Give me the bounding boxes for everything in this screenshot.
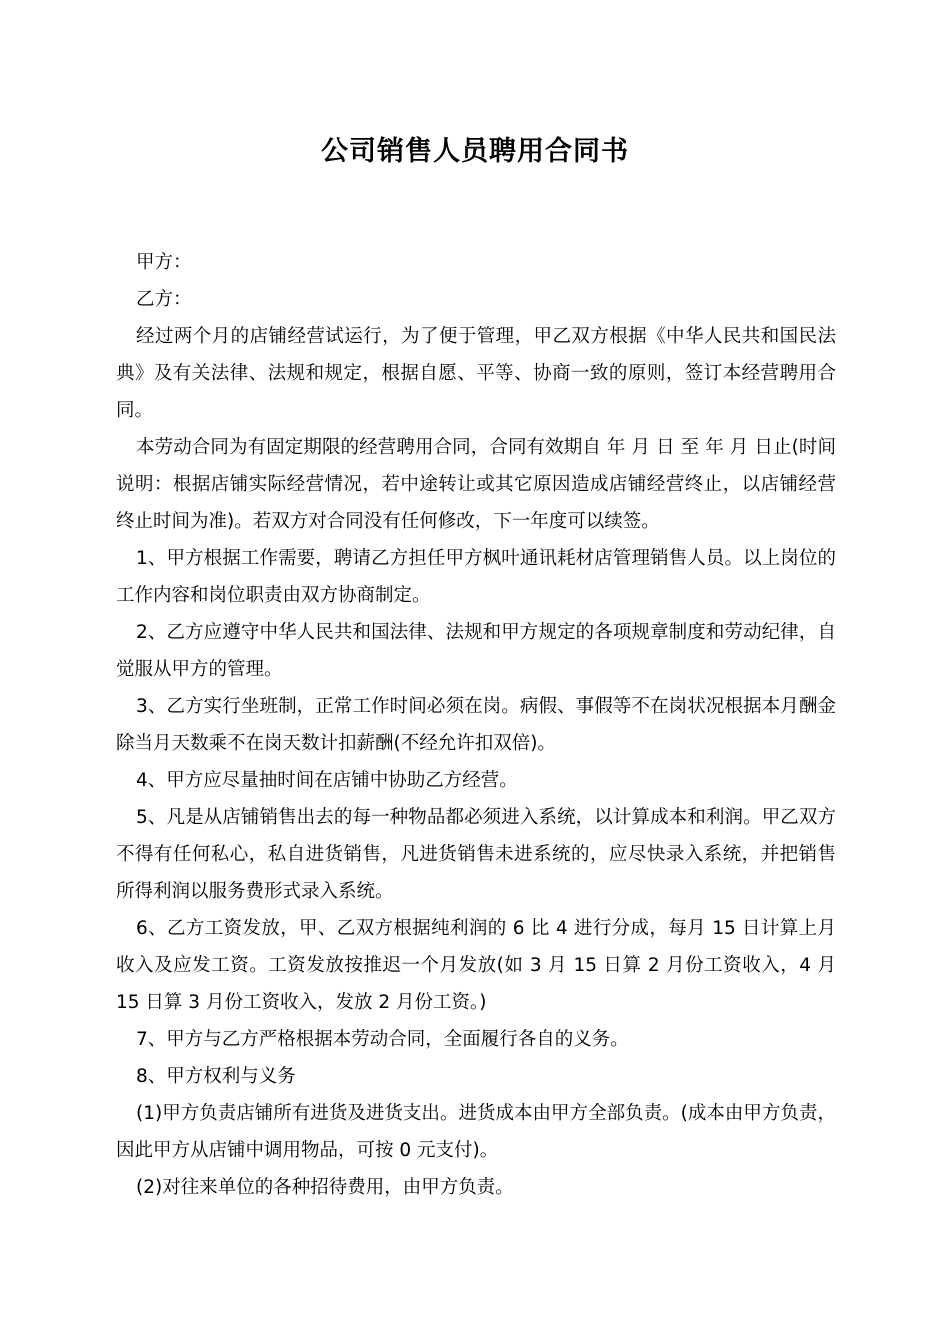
party-a-line: 甲方： [136, 252, 192, 273]
term-paragraph: 本劳动合同为有固定期限的经营聘用合同，合同有效期自 年 月 日 至 年 月 日止(时间说明：根据店铺实际经营情况，若中途转让或其它原因造成店铺经营终止，以店铺经营终止时间为准)。若双方对合同没有任何修改，下一年度可以续签。 [116, 437, 836, 532]
clause-4: 4、甲方应尽量抽时间在店铺中协助乙方经营。 [136, 770, 518, 791]
clause-1: 1、甲方根据工作需要，聘请乙方担任甲方枫叶通讯耗材店管理销售人员。以上岗位的工作内容和岗位职责由双方协商制定。 [116, 548, 836, 606]
clause-3: 3、乙方实行坐班制，正常工作时间必须在岗。病假、事假等不在岗状况根据本月酬金除当月天数乘不在岗天数计扣薪酬(不经允许扣双倍)。 [116, 696, 836, 754]
clause-8-heading: 8、甲方权利与义务 [136, 1066, 296, 1087]
preamble-paragraph: 经过两个月的店铺经营试运行，为了便于管理，甲乙双方根据《中华人民共和国民法典》及有关法律、法规和规定，根据自愿、平等、协商一致的原则，签订本经营聘用合同。 [116, 326, 836, 421]
party-b-line: 乙方： [136, 289, 192, 310]
clause-8-item-2: (2)对往来单位的各种招待费用，由甲方负责。 [136, 1177, 514, 1198]
document-body [116, 244, 836, 1206]
document-title: 公司销售人员聘用合同书 [321, 136, 629, 167]
clause-6: 6、乙方工资发放，甲、乙双方根据纯利润的 6 比 4 进行分成，每月 15 日计算上月收入及应发工资。工资发放按推迟一个月发放(如 3 月 15 日算 2 月份工资收入，4 月 15 日算 3 月份工资收入，发放 2 月份工资。) [116, 918, 836, 1013]
clause-7: 7、甲方与乙方严格根据本劳动合同，全面履行各自的义务。 [136, 1029, 629, 1050]
clause-2: 2、乙方应遵守中华人民共和国法律、法规和甲方规定的各项规章制度和劳动纪律，自觉服从甲方的管理。 [116, 622, 836, 680]
clause-5: 5、凡是从店铺销售出去的每一种物品都必须进入系统，以计算成本和利润。甲乙双方不得有任何私心，私自进货销售，凡进货销售未进系统的，应尽快录入系统，并把销售所得利润以服务费形式录入系统。 [116, 807, 836, 902]
clause-8-item-1: (1)甲方负责店铺所有进货及进货支出。进货成本由甲方全部负责。(成本由甲方负责，因此甲方从店铺中调用物品，可按 0 元支付)。 [116, 1103, 836, 1161]
